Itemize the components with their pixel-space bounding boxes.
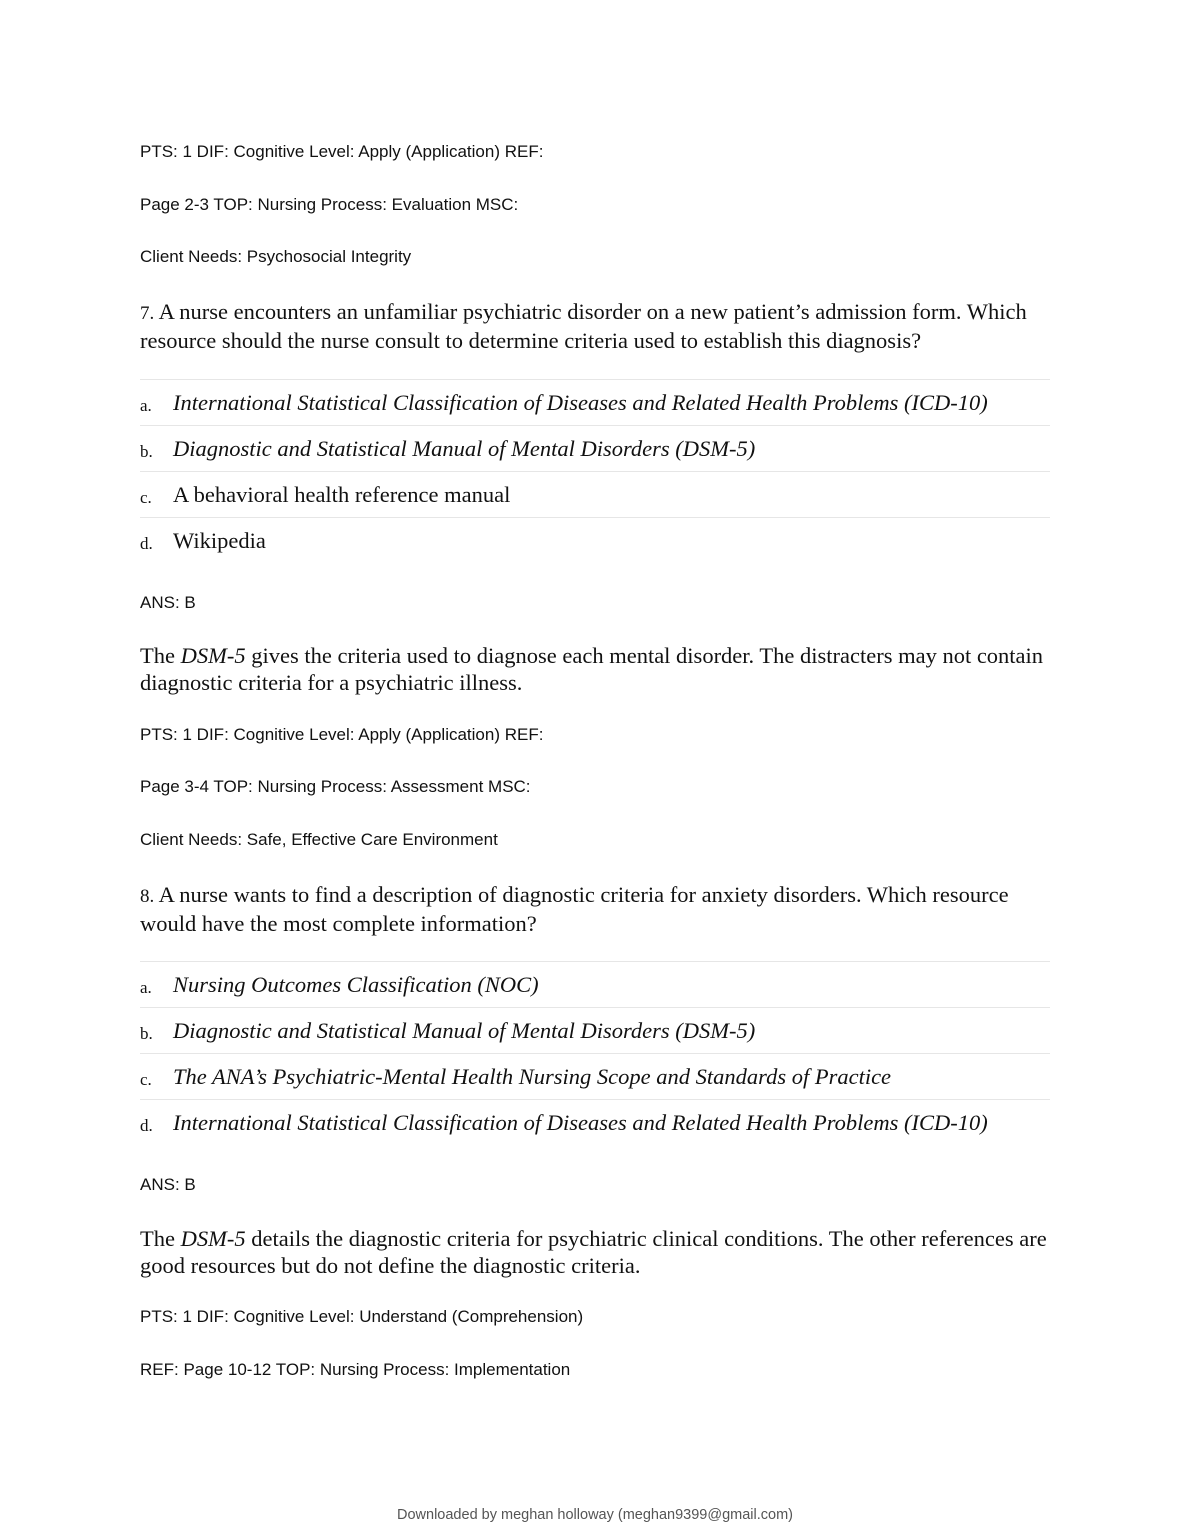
download-footer: Downloaded by meghan holloway (meghan9399@gmail.com) (397, 1507, 793, 1523)
meta-line: Page 3-4 TOP: Nursing Process: Assessment MSC: (140, 777, 531, 796)
answer-key: ANS: B (140, 1175, 196, 1194)
meta-line: PTS: 1 DIF: Cognitive Level: Apply (Application) REF: (140, 142, 544, 161)
option-letter: c. (140, 487, 152, 507)
option-a (140, 380, 1050, 426)
option-letter: b. (140, 1023, 153, 1043)
rationale-text: The (140, 643, 181, 668)
option-letter: d. (140, 533, 153, 553)
question-7-options (140, 379, 1050, 563)
question-text: A nurse encounters an unfamiliar psychiatric disorder on a new patient’s admission form. Which resource should the nurse consult to determine criteria used to establish this diagnosis? (140, 299, 1027, 353)
option-text: International Statistical Classification of Diseases and Related Health Problems (ICD-10) (173, 1109, 988, 1135)
option-letter: b. (140, 441, 153, 461)
option-c (140, 472, 1050, 518)
rationale (140, 1225, 1050, 1279)
meta-line: Client Needs: Psychosocial Integrity (140, 247, 412, 266)
rationale-text: The (140, 1226, 181, 1251)
option-text: Diagnostic and Statistical Manual of Mental Disorders (DSM-5) (173, 435, 756, 461)
option-text: The ANA’s Psychiatric-Mental Health Nursing Scope and Standards of Practice (173, 1063, 892, 1089)
rationale-text: gives the criteria used to diagnose each mental disorder. The distracters may not contain diagnostic criteria for a psychiatric illness. (140, 643, 1044, 695)
option-d (140, 518, 1050, 563)
rationale (140, 642, 1050, 696)
rationale-emphasis: DSM-5 (180, 1226, 246, 1251)
option-text: Wikipedia (173, 527, 266, 553)
question-number: 8. (140, 886, 155, 907)
option-letter: c. (140, 1069, 152, 1089)
option-text: Nursing Outcomes Classification (NOC) (173, 971, 539, 997)
question-8-options (140, 961, 1050, 1145)
option-letter: a. (140, 395, 152, 415)
question-number: 7. (140, 303, 155, 324)
option-letter: a. (140, 977, 152, 997)
option-text: Diagnostic and Statistical Manual of Mental Disorders (DSM-5) (173, 1017, 756, 1043)
option-b (140, 426, 1050, 472)
option-a (140, 962, 1050, 1008)
rationale-text: details the diagnostic criteria for psychiatric clinical conditions. The other references are good resources but do not define the diagnostic criteria. (140, 1226, 1047, 1278)
rationale-emphasis: DSM-5 (180, 643, 246, 668)
meta-line: REF: Page 10-12 TOP: Nursing Process: Implementation (140, 1360, 571, 1379)
meta-line: PTS: 1 DIF: Cognitive Level: Understand (Comprehension) (140, 1307, 584, 1326)
option-text: International Statistical Classification of Diseases and Related Health Problems (ICD-10) (173, 389, 988, 415)
option-text: A behavioral health reference manual (173, 481, 511, 507)
meta-line: Client Needs: Safe, Effective Care Environment (140, 830, 498, 849)
question-7-stem (140, 298, 1050, 354)
option-d (140, 1100, 1050, 1145)
meta-line: PTS: 1 DIF: Cognitive Level: Apply (Application) REF: (140, 725, 544, 744)
answer-key: ANS: B (140, 593, 196, 612)
option-letter: d. (140, 1115, 153, 1135)
meta-line: Page 2-3 TOP: Nursing Process: Evaluation MSC: (140, 195, 519, 214)
question-8-stem (140, 881, 1050, 937)
option-b (140, 1008, 1050, 1054)
option-c (140, 1054, 1050, 1100)
question-text: A nurse wants to find a description of diagnostic criteria for anxiety disorders. Which resource would have the most complete information? (140, 882, 1009, 936)
